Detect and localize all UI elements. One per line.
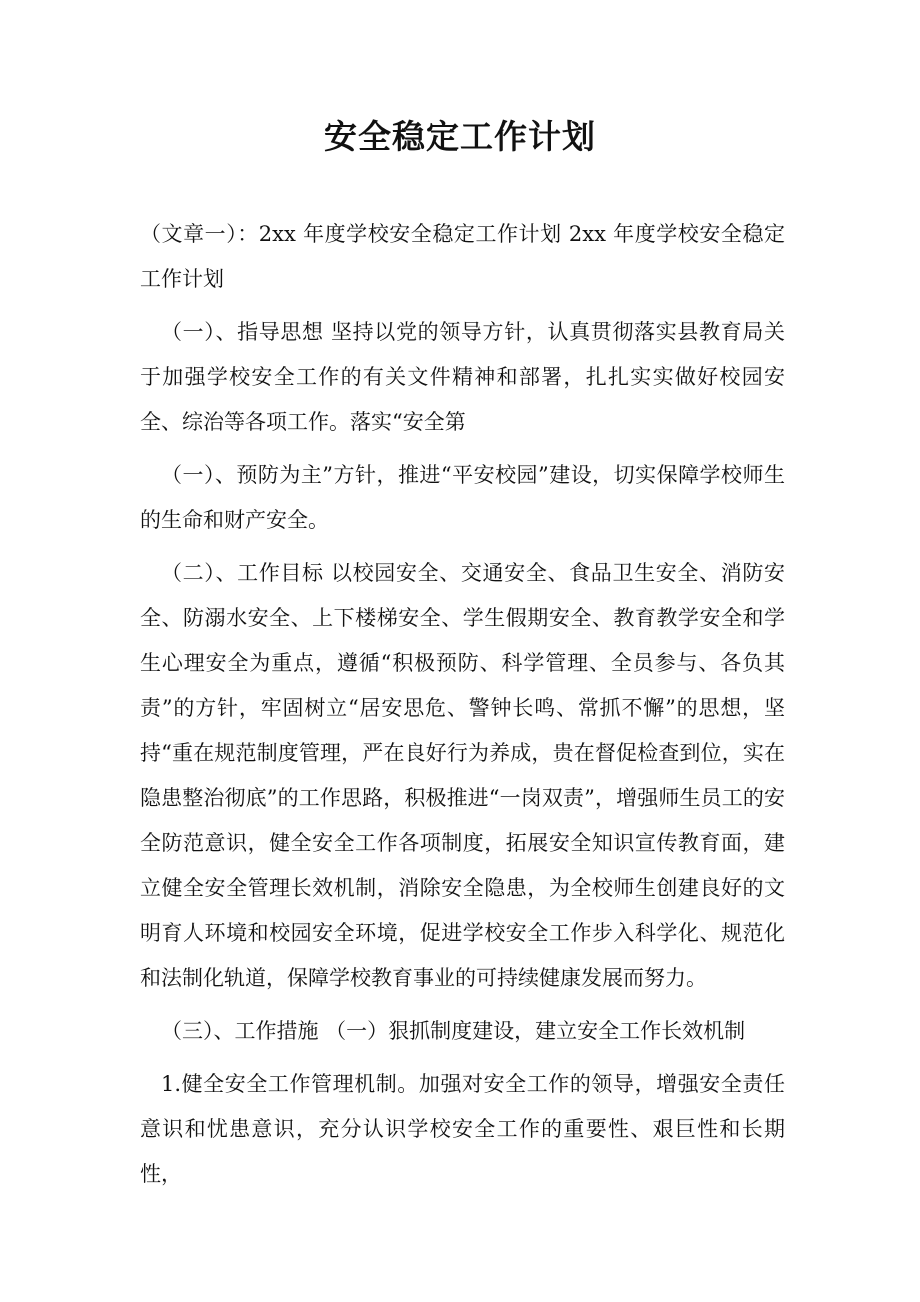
paragraph-work-measures: （三）、工作措施 （一）狠抓制度建设，建立安全工作长效机制 xyxy=(161,1019,746,1043)
paragraph-work-goals: （二）、工作目标 以校园安全、交通安全、食品卫生安全、消防安全、防溺水安全、上下楼梯安全、学生假期安全、教育教学安全和学生心理安全为重点，遵循“积极预防、科学管理、全员参与、各负其责”的方针，牢固树立“居安思危、警钟长鸣、常抓不懈”的思想，坚持“重在规范制度管理，严在良好行为养成，贵在督促检查到位，实在隐患整治彻底”的工作思路，积极推进“一岗双责”，增强师生员工的安全防范意识，健全安全工作各项制度，拓展安全知识宣传教育面，建立健全安全管理长效机制，消除安全隐患，为全校师生创建良好的文明育人环境和校园安全环境，促进学校安全工作步入科学化、规范化和法制化轨道，保障学校教育事业的可持续健康发展而努力。 xyxy=(140,561,785,990)
paragraph-guiding-ideology: （一）、指导思想 坚持以党的领导方针，认真贯彻落实县教育局关于加强学校安全工作的有关文件精神和部署，扎扎实实做好校园安全、综治等各项工作。落实“安全第 xyxy=(140,320,785,434)
paragraph-management-mechanism: 1.健全安全工作管理机制。加强对安全工作的领导，增强安全责任意识和忧患意识，充分认识学校安全工作的重要性、艰巨性和长期性， xyxy=(140,1072,785,1186)
document-body xyxy=(140,212,785,1205)
document-title: 安全稳定工作计划 xyxy=(324,117,596,156)
paragraph-prevention-first: （一）、预防为主”方针，推进“平安校园”建设，切实保障学校师生的生命和财产安全。 xyxy=(140,463,785,532)
paragraph-article-heading: （文章一）：2xx 年度学校安全稳定工作计划 2xx 年度学校安全稳定工作计划 xyxy=(140,222,785,291)
